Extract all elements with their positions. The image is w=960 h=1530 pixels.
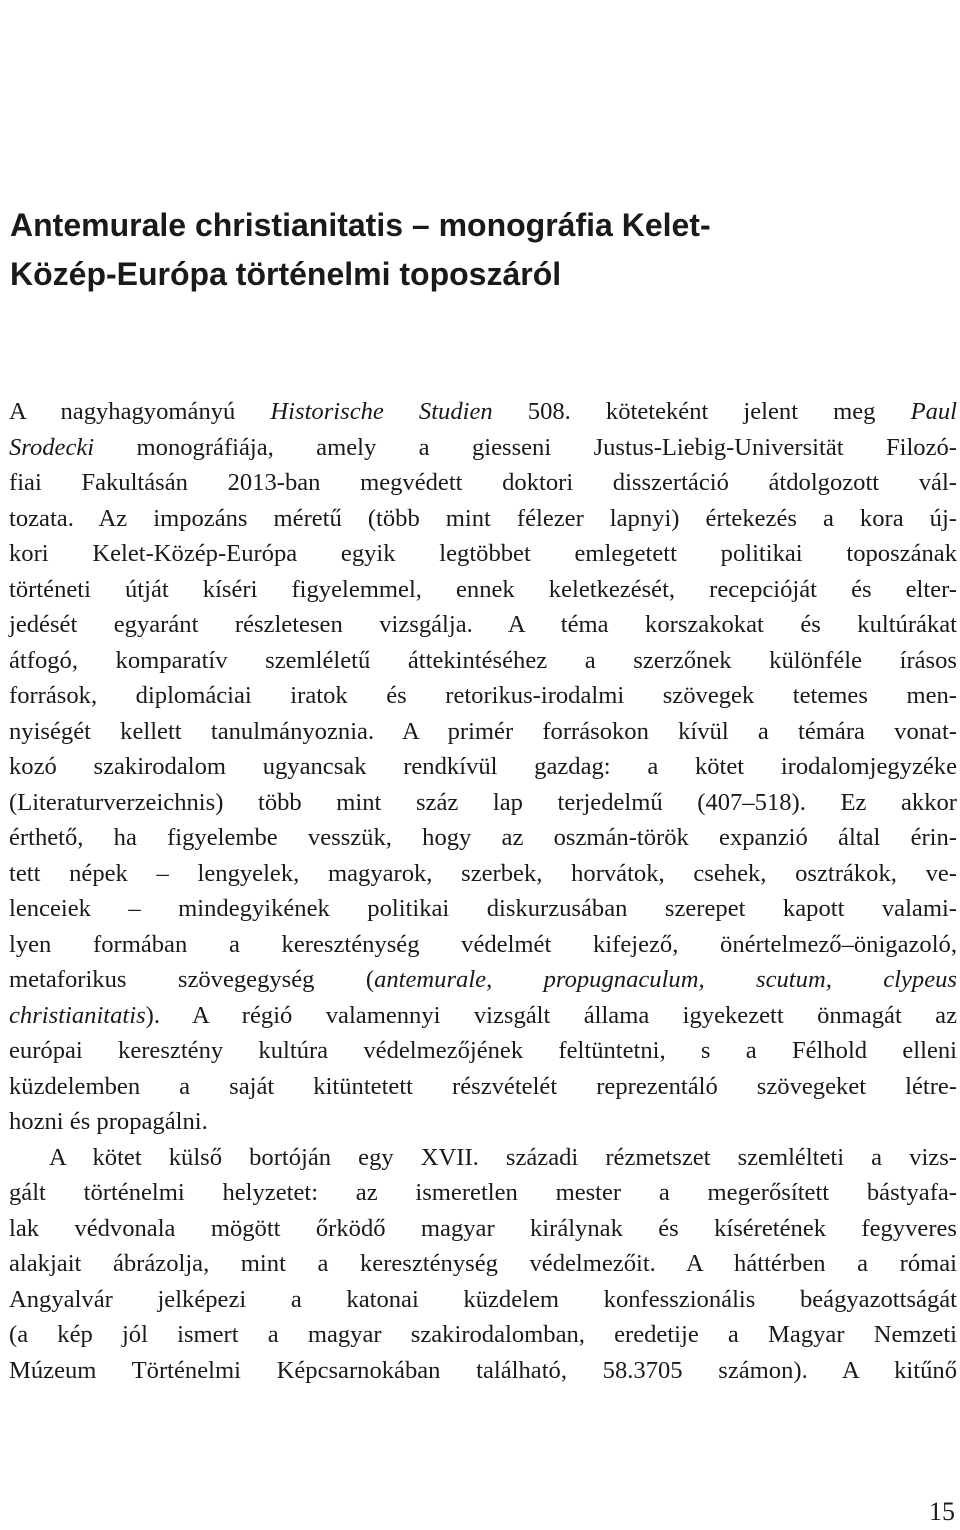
body-line: metaforikus szövegegység (antemurale, propugnaculum, scutum, clypeus xyxy=(9,966,957,993)
body-line: Angyalvár jelképezi a katonai küzdelem konfesszionális beágyazottságát xyxy=(9,1285,957,1313)
body-line: gált történelmi helyzetet: az ismeretlen mester a megerősített bástyafa- xyxy=(9,1179,957,1206)
article-body xyxy=(9,394,957,1388)
body-line: érthető, ha figyelembe vesszük, hogy az oszmán-török expanzió által érin- xyxy=(9,824,957,851)
body-line: tett népek – lengyelek, magyarok, szerbek, horvátok, csehek, osztrákok, ve- xyxy=(9,859,957,887)
body-line: átfogó, komparatív szemléletű áttekintéséhez a szerzőnek különféle írásos xyxy=(9,646,957,674)
body-line: A nagyhagyományú Historische Studien 508. köteteként jelent meg Paul xyxy=(9,398,958,425)
body-line: A kötet külső bortóján egy XVII. századi rézmetszet szemlélteti a vizs- xyxy=(49,1143,957,1171)
article-title xyxy=(10,201,940,299)
body-line: (a kép jól ismert a magyar szakirodalomban, eredetije a Magyar Nemzeti xyxy=(9,1321,957,1348)
body-line: christianitatis). A régió valamennyi vizsgált állama igyekezett önmagát az xyxy=(9,1001,957,1029)
body-line: nyiségét kellett tanulmányoznia. A primér forrásokon kívül a témára vonat- xyxy=(9,717,957,745)
article-title-line: Antemurale christianitatis – monográfia Kelet- xyxy=(10,207,711,243)
body-line: fiai Fakultásán 2013-ban megvédett doktori disszertáció átdolgozott vál- xyxy=(9,469,957,496)
body-line: alakjait ábrázolja, mint a kereszténység védelmezőit. A háttérben a római xyxy=(9,1250,957,1277)
body-line: lyen formában a kereszténység védelmét kifejező, önértelmező–önigazoló, xyxy=(9,930,957,958)
body-line: Múzeum Történelmi Képcsarnokában található, 58.3705 számon). A kitűnő xyxy=(9,1356,957,1384)
body-line: források, diplomáciai iratok és retorikus-irodalmi szövegek tetemes men- xyxy=(9,682,957,709)
body-line: küzdelemben a saját kitüntetett részvételét reprezentáló szövegeket létre- xyxy=(9,1072,957,1100)
body-line: lak védvonala mögött őrködő magyar királynak és kíséretének fegyveres xyxy=(9,1214,957,1242)
article-title-line: Közép-Európa történelmi toposzáról xyxy=(10,256,562,292)
body-line: kozó szakirodalom ugyancsak rendkívül gazdag: a kötet irodalomjegyzéke xyxy=(9,753,957,780)
body-line: kori Kelet-Közép-Európa egyik legtöbbet emlegetett politikai toposzának xyxy=(9,540,957,567)
body-line: jedését egyaránt részletesen vizsgálja. A téma korszakokat és kultúrákat xyxy=(9,611,957,638)
body-line: Srodecki monográfiája, amely a giesseni Justus-Liebig-Universität Filozó- xyxy=(9,433,957,461)
body-line: történeti útját kíséri figyelemmel, ennek keletkezését, recepcióját és elter- xyxy=(9,575,957,603)
body-line: tozata. Az impozáns méretű (több mint félezer lapnyi) értekezés a kora új- xyxy=(9,504,957,532)
body-line: hozni és propagálni. xyxy=(9,1108,208,1135)
body-line: lenceiek – mindegyikének politikai diskurzusában szerepet kapott valami- xyxy=(9,895,957,922)
body-line: (Literaturverzeichnis) több mint száz lap terjedelmű (407–518). Ez akkor xyxy=(9,788,957,816)
page-number: 15 xyxy=(929,1497,955,1526)
body-line: európai keresztény kultúra védelmezőjének feltüntetni, s a Félhold elleni xyxy=(9,1037,957,1064)
